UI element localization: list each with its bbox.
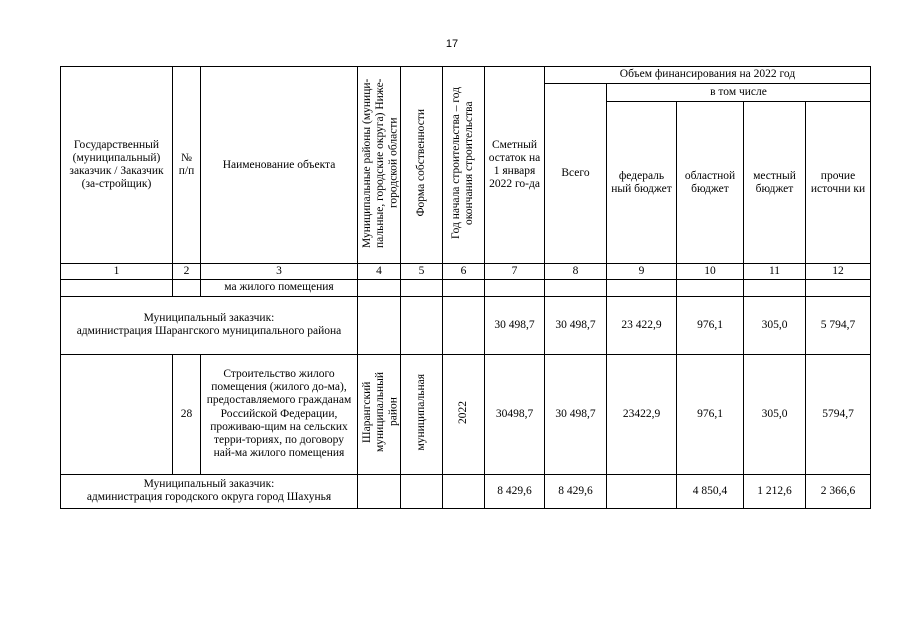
column-number: 1: [61, 264, 173, 280]
column-number: 7: [485, 264, 545, 280]
column-number: 11: [744, 264, 806, 280]
cell-total: 8 429,6: [545, 474, 607, 508]
header-years-text: Год начала строительства – год окончания строительства: [450, 86, 476, 240]
object-row: [61, 354, 871, 474]
cell-federal: 23422,9: [607, 354, 677, 474]
cell-local: 1 212,6: [744, 474, 806, 508]
column-number: 5: [401, 264, 443, 280]
header-including: в том числе: [607, 84, 871, 102]
header-ownership: [401, 67, 443, 264]
header-districts: [358, 67, 401, 264]
financing-table: [60, 66, 871, 509]
column-number: 9: [607, 264, 677, 280]
header-total: Всего: [545, 84, 607, 264]
cell-regional: 976,1: [677, 296, 744, 354]
header-regional: областной бюджет: [677, 102, 744, 264]
object-ownership: [401, 354, 443, 474]
column-number: 3: [201, 264, 358, 280]
cell-other: 5 794,7: [806, 296, 871, 354]
header-local: местный бюджет: [744, 102, 806, 264]
object-no: 28: [173, 354, 201, 474]
cell-total: 30 498,7: [545, 296, 607, 354]
continuation-text: ма жилого помещения: [201, 280, 358, 296]
cell-total: 30 498,7: [545, 354, 607, 474]
object-district-text: Шарангский муниципальный район: [361, 372, 400, 453]
cell-other: 2 366,6: [806, 474, 871, 508]
column-number: 8: [545, 264, 607, 280]
object-district: [358, 354, 401, 474]
customer-label-line2: администрация городского округа город Шахунья: [86, 491, 332, 504]
customer-label: [61, 474, 358, 508]
column-number: 4: [358, 264, 401, 280]
header-object-name: Наименование объекта: [201, 67, 358, 264]
header-financing: Объем финансирования на 2022 год: [545, 67, 871, 84]
customer-label-line1: Муниципальный заказчик:: [143, 477, 275, 490]
header-no: № п/п: [173, 67, 201, 264]
object-year-text: 2022: [456, 400, 469, 424]
cell-balance: 8 429,6: [485, 474, 545, 508]
continuation-row: [61, 280, 871, 296]
cell-regional: 976,1: [677, 354, 744, 474]
header-ownership-text: Форма собственности: [414, 109, 427, 217]
header-federal: федераль ный бюджет: [607, 102, 677, 264]
cell-local: 305,0: [744, 296, 806, 354]
column-number-row: [61, 264, 871, 280]
header-districts-text: Муниципальные районы (муници-пальные, городские округа) Ниже-городской области: [361, 78, 400, 248]
cell-balance: 30 498,7: [485, 296, 545, 354]
customer-row: [61, 474, 871, 508]
object-ownership-text: муниципальная: [414, 373, 427, 451]
object-year: [443, 354, 485, 474]
header-customer: Государственный (муниципальный) заказчик / Заказчик (за-стройщик): [61, 67, 173, 264]
header-other: прочие источни ки: [806, 102, 871, 264]
object-name: Строительство жилого помещения (жилого до-ма), предоставляемого гражданам Российской Федерации, проживаю-щим на сельских терри-ториях, по договору най-ма жилого помещения: [201, 354, 358, 474]
page-number: 17: [445, 38, 459, 50]
header-balance: Сметный остаток на 1 января 2022 го-да: [485, 67, 545, 264]
cell-balance: 30498,7: [485, 354, 545, 474]
cell-federal: [607, 474, 677, 508]
customer-label: [61, 296, 358, 354]
customer-label-line1: Муниципальный заказчик:: [143, 311, 275, 324]
header-years: [443, 67, 485, 264]
column-number: 6: [443, 264, 485, 280]
column-number: 12: [806, 264, 871, 280]
customer-row: [61, 296, 871, 354]
cell-other: 5794,7: [806, 354, 871, 474]
cell-local: 305,0: [744, 354, 806, 474]
column-number: 10: [677, 264, 744, 280]
column-number: 2: [173, 264, 201, 280]
cell-federal: 23 422,9: [607, 296, 677, 354]
customer-label-line2: администрация Шарангского муниципального района: [76, 325, 342, 338]
cell-regional: 4 850,4: [677, 474, 744, 508]
